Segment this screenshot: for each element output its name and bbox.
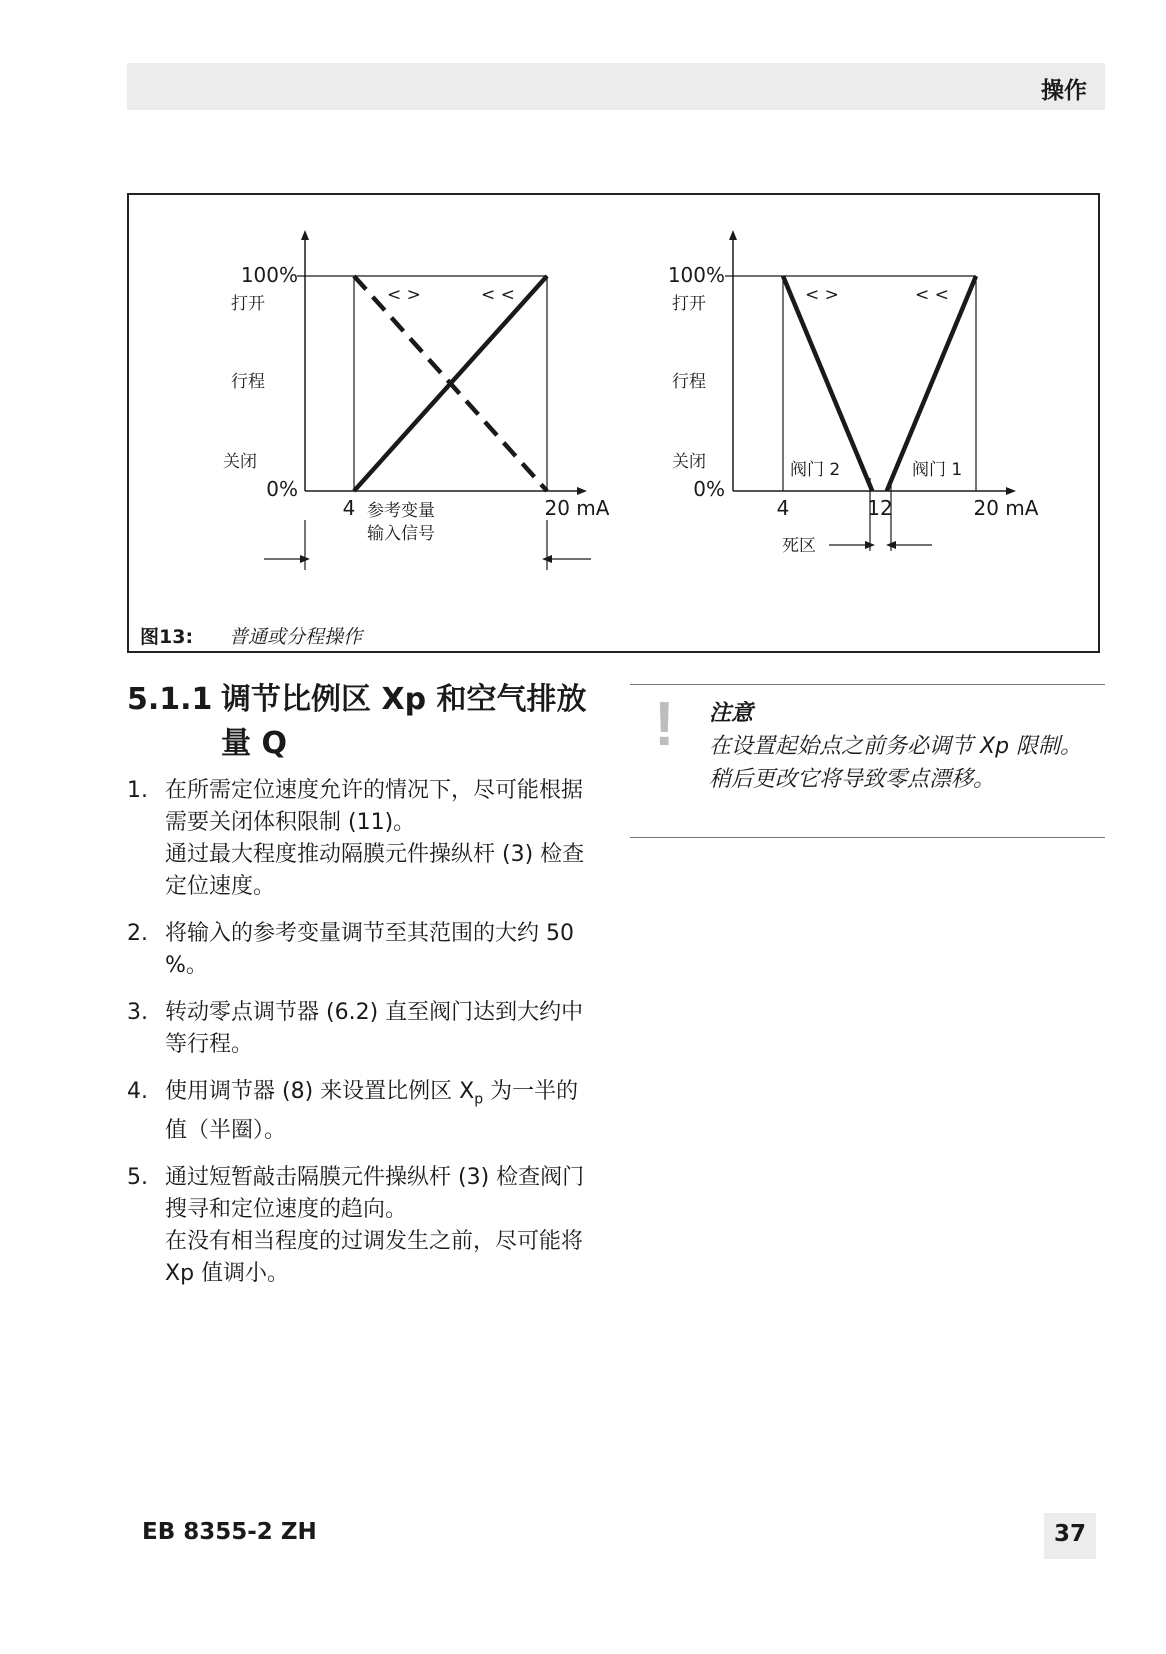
- step-1: [127, 775, 597, 903]
- note-content: [709, 697, 1099, 796]
- left-x-start-label: 4: [342, 496, 356, 520]
- left-y-axis-label: 行程: [231, 372, 265, 392]
- footer-doc-id: EB 8355-2 ZH: [142, 1519, 317, 1545]
- note-box: [630, 684, 1105, 838]
- exclamation-icon: !: [654, 690, 675, 759]
- right-y-top-label: 100%: [667, 263, 725, 287]
- left-y-open-label: 打开: [231, 294, 265, 314]
- step-text: 转动零点调节器 (6.2) 直至阀门达到大约中等行程。: [165, 1000, 584, 1057]
- right-valve1-line: [887, 276, 976, 491]
- step-text: 将输入的参考变量调节至其范围的大约 50 %。: [165, 921, 574, 978]
- section-number: 5.1.1: [127, 682, 213, 717]
- right-valve1-label: 阀门 1: [912, 460, 963, 480]
- step-2: [127, 918, 597, 982]
- right-dead-zone-label: 死区: [782, 536, 816, 556]
- step-5: [127, 1162, 597, 1290]
- right-x-end-label: 20 mA: [973, 496, 1039, 520]
- step-text: 通过短暂敲击隔膜元件操纵杆 (3) 检查阀门搜寻和定位速度的趋向。: [165, 1165, 585, 1223]
- page-number: 37: [1053, 1521, 1086, 1547]
- right-valve2-line: [783, 276, 872, 491]
- section-title: 调节比例区 Xp 和空气排放量 Q: [221, 682, 587, 761]
- left-marker-direct: < <: [481, 285, 515, 305]
- left-y-top-label: 100%: [240, 263, 298, 287]
- step-number: 3.: [127, 1000, 148, 1025]
- step-number: 4.: [127, 1079, 148, 1104]
- right-marker-reverse: < >: [805, 285, 839, 305]
- figure-13: [127, 193, 1100, 653]
- right-marker-direct: < <: [915, 285, 949, 305]
- step-4: [127, 1076, 597, 1147]
- right-x-start-label: 4: [776, 496, 790, 520]
- left-x-end-label: 20 mA: [544, 496, 610, 520]
- right-y-open-label: 打开: [672, 294, 706, 314]
- step-number: 5.: [127, 1165, 148, 1191]
- right-chart: [668, 235, 1039, 556]
- header-bar: [127, 63, 1105, 110]
- caption-number: 图13:: [140, 626, 194, 648]
- left-y-bottom-label: 0%: [266, 477, 298, 501]
- procedure-steps: [127, 775, 597, 1305]
- left-y-closed-label: 关闭: [223, 452, 257, 472]
- step-text: [165, 1076, 597, 1147]
- caption-text: 普通或分程操作: [229, 626, 363, 648]
- right-y-axis-label: 行程: [672, 372, 706, 392]
- left-marker-reverse: < >: [387, 285, 421, 305]
- figure-caption: [140, 622, 362, 649]
- step-text: 通过最大程度推动隔膜元件操纵杆 (3) 检查定位速度。: [165, 842, 585, 899]
- step-text: 在所需定位速度允许的情况下，尽可能根据需要关闭体积限制 (11)。: [165, 778, 584, 835]
- right-x-mid-label: 12: [867, 496, 893, 520]
- step-number: 1.: [127, 778, 148, 803]
- step-3: [127, 997, 597, 1061]
- left-x-axis-label-1: 参考变量: [367, 501, 435, 521]
- step-text: 在没有相当程度的过调发生之前，尽可能将 Xp 值调小。: [165, 1229, 584, 1287]
- page-number-box: [1044, 1513, 1096, 1559]
- right-valve2-label: 阀门 2: [790, 460, 841, 480]
- left-x-axis-label-2: 输入信号: [367, 524, 435, 544]
- right-y-bottom-label: 0%: [693, 477, 725, 501]
- section-header-title: 操作: [1041, 78, 1087, 104]
- note-title: 注意: [709, 701, 754, 726]
- note-line-2: 稍后更改它将导致零点漂移。: [709, 767, 996, 792]
- step-number: 2.: [127, 921, 148, 946]
- step-text-pre: 使用调节器 (8) 来设置比例区 X: [165, 1079, 475, 1104]
- step-text-sub: p: [474, 1091, 484, 1108]
- note-line-1: 在设置起始点之前务必调节 Xp 限制。: [709, 734, 1083, 759]
- figure-diagram: [129, 195, 1102, 655]
- step-text-post: 为一半的值（半圈）。: [165, 1079, 579, 1144]
- left-chart: [223, 235, 610, 570]
- right-y-closed-label: 关闭: [672, 452, 706, 472]
